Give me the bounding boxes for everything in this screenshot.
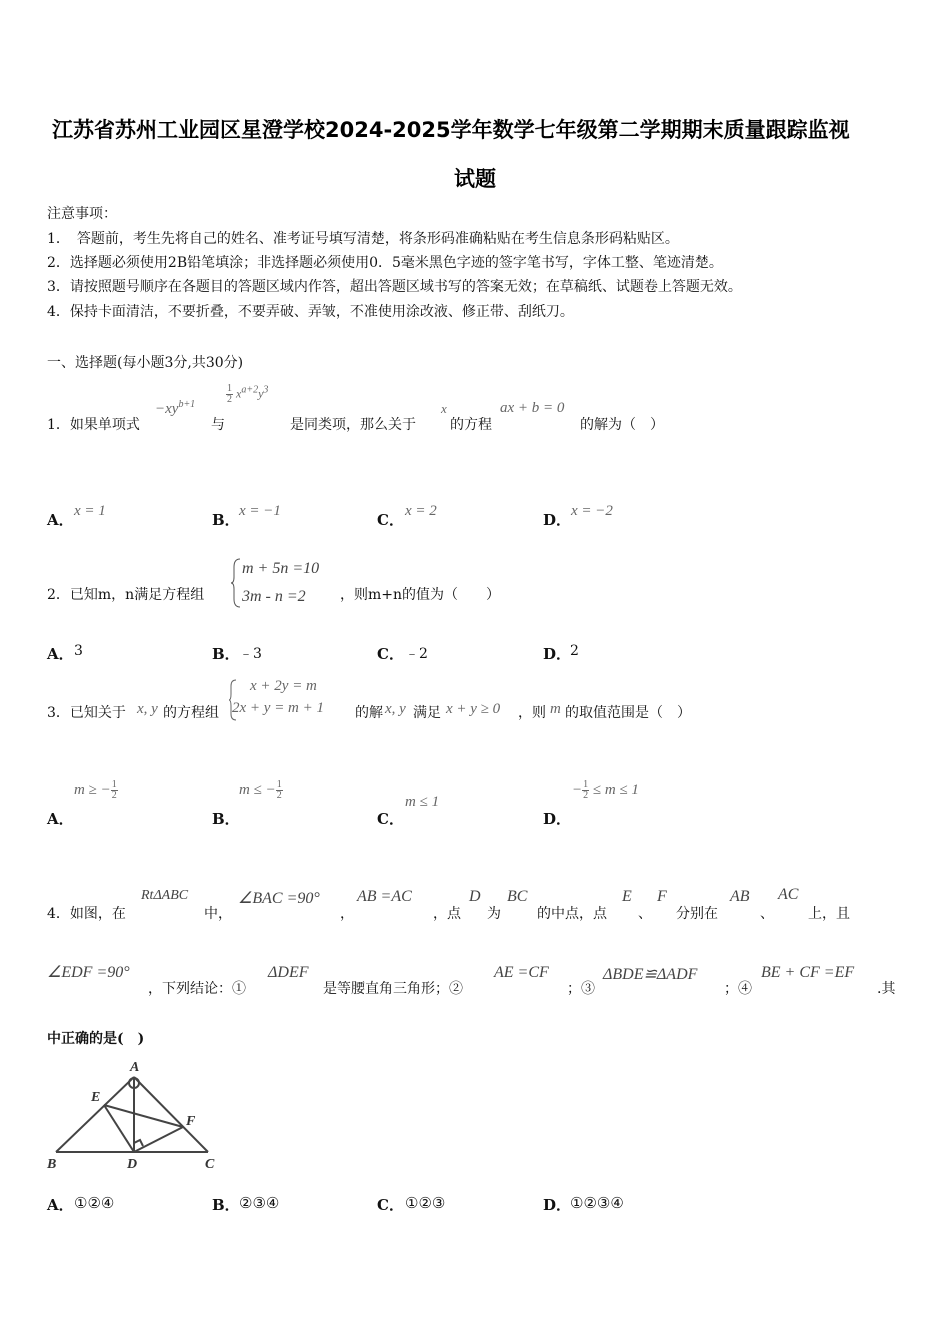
q4-and-text: 上，且	[808, 906, 850, 922]
q3-end: 的取值范围是（ ）	[565, 705, 691, 721]
q4-point-f: F	[657, 888, 667, 905]
q4-conclusions-text: ，下列结论：①	[148, 981, 246, 997]
q1-term1-base: −xy	[155, 401, 179, 417]
q1-opt-d-label[interactable]: D．	[543, 511, 572, 529]
notice-item-2: 2．选择题必须使用2B铅笔填涂；非选择题必须使用0．5毫米黑色字迹的签字笔书写，字体工整、笔迹清楚。	[47, 255, 723, 271]
q4-segment: BC	[507, 888, 528, 905]
q4-in-text: 中，	[204, 906, 232, 922]
q3-frac-den-a: 2	[111, 790, 117, 801]
q2-intro: 2．已知m，n满足方程组	[47, 587, 205, 603]
q1-frac-num: 1	[227, 383, 232, 394]
q3-sys-text: 的方程组	[163, 705, 219, 721]
q4-comma: ，	[340, 906, 354, 922]
q2-opt-c-label[interactable]: C．	[377, 645, 404, 663]
q4-side-ac: AC	[778, 886, 799, 903]
q1-eq-text: 的方程	[450, 417, 492, 433]
fig-label-d: D	[127, 1157, 138, 1172]
q3-intro: 3．已知关于	[47, 705, 126, 721]
q3-opt-a-expr	[74, 780, 118, 801]
q3-opt-c-expr: m ≤ 1	[405, 794, 440, 810]
q3-opt-d-post: ≤ m ≤ 1	[592, 781, 639, 798]
q4-c3: ΔBDE≌ΔADF	[603, 966, 698, 983]
q1-opt-b-label[interactable]: B．	[212, 511, 240, 529]
fig-right-angle-d	[134, 1140, 143, 1146]
q4-sides: AB =AC	[357, 888, 412, 905]
q3-opt-d-expr	[572, 780, 639, 801]
q3-frac-num-b: 1	[276, 779, 282, 790]
q2-opt-b-label[interactable]: B．	[212, 645, 240, 663]
fig-label-e: E	[91, 1090, 101, 1105]
q4-c1-text: 是等腰直角三角形；②	[323, 981, 463, 997]
q4-c2: AE =CF	[494, 964, 549, 981]
q4-c1: ΔDEF	[268, 964, 309, 981]
q3-frac-num-d: 1	[583, 779, 589, 790]
q1-intro: 1．如果单项式	[47, 417, 140, 433]
q4-opt-d-text: ①②③④	[570, 1194, 624, 1212]
q4-angle2: ∠EDF =90°	[47, 964, 130, 981]
q3-eq2: 2x + y = m + 1	[232, 700, 325, 716]
q2-opt-d-label[interactable]: D．	[543, 645, 572, 663]
q2-opt-b-text: ﹣3	[239, 646, 262, 662]
fig-label-f: F	[186, 1114, 196, 1129]
page-title: 江苏省苏州工业园区星澄学校2024-2025学年数学七年级第二学期期末质量跟踪监视	[52, 118, 850, 142]
q4-point-text: ，点	[433, 906, 461, 922]
q3-opt-c-label[interactable]: C．	[377, 810, 404, 828]
q1-term2-fraction	[226, 384, 233, 405]
q4-dun2: 、	[760, 906, 774, 922]
q4-figure	[40, 1055, 230, 1175]
q2-opt-a-text: 3	[74, 643, 83, 659]
q4-c4-text: ；④	[724, 981, 752, 997]
q2-brace	[230, 557, 242, 609]
q3-eq1: x + 2y = m	[250, 678, 317, 694]
notice-item-3: 3．请按照题号顺序在各题目的答题区域内作答，超出答题区域书写的答案无效；在草稿纸、试题卷上答题无效。	[47, 279, 742, 295]
q3-opt-b-frac	[276, 780, 283, 801]
q3-sol-text: 的解	[355, 705, 383, 721]
q1-term2: $\frac{1}{2}$ $x^{a+2}y^3$	[227, 383, 269, 405]
q3-opt-d-pre: −	[572, 781, 583, 798]
q4-triangle: RtΔABC	[141, 888, 189, 903]
q3-frac-den-d: 2	[583, 790, 589, 801]
q1-opt-c-label[interactable]: C．	[377, 511, 404, 529]
q1-term1	[155, 399, 195, 418]
q3-condition: x + y ≥ 0	[446, 701, 501, 717]
q3-opt-a-frac	[111, 780, 118, 801]
q3-frac-den-b: 2	[276, 790, 282, 801]
q1-term2-x-exp: a+2	[241, 384, 259, 396]
section-heading: 一、选择题(每小题3分,共30分)	[47, 355, 244, 371]
q3-opt-d-label[interactable]: D．	[543, 810, 572, 828]
q2-opt-a-label[interactable]: A．	[47, 645, 74, 663]
q1-opt-a-expr: x = 1	[74, 503, 106, 519]
q1-opt-c-expr: x = 2	[405, 503, 437, 519]
q3-vars: x, y	[137, 701, 158, 717]
notice-heading: 注意事项：	[47, 206, 117, 222]
q4-mid-text: 的中点，点	[537, 906, 607, 922]
q2-eq2: 3m - n =2	[242, 588, 306, 605]
fig-line-ab	[56, 1077, 134, 1152]
q3-opt-a-pre: m ≥ −	[74, 781, 111, 798]
notice-item-1: 1． 答题前，考生先将自己的姓名、准考证号填写清楚，将条形码准确粘贴在考生信息条形码粘贴区。	[47, 231, 679, 247]
q4-point-d: D	[469, 888, 481, 905]
q2-eq1: m + 5n =10	[242, 560, 320, 577]
q4-c3-text: ；③	[567, 981, 595, 997]
q1-term1-exp: b+1	[178, 399, 196, 410]
q3-opt-a-label[interactable]: A．	[47, 810, 74, 828]
q3-sat-text: 满足	[413, 705, 441, 721]
fig-label-b: B	[47, 1157, 57, 1172]
fig-line-df	[134, 1127, 183, 1152]
q1-opt-d-expr: x = −2	[571, 503, 613, 519]
q4-c4: BE + CF =EF	[761, 964, 855, 981]
q1-frac-den: 2	[227, 394, 232, 405]
q4-side-ab: AB	[730, 888, 750, 905]
q4-intro: 4．如图，在	[47, 906, 126, 922]
q3-vars2: x, y	[385, 701, 406, 717]
q4-qi: .其	[877, 981, 896, 997]
page-title-continued: 试题	[454, 167, 496, 191]
q4-on-text: 分别在	[676, 906, 718, 922]
notice-item-4: 4．保持卡面清洁，不要折叠，不要弄破、弄皱，不准使用涂改液、修正带、刮纸刀。	[47, 304, 574, 320]
q1-mid: 是同类项，那么关于	[290, 417, 416, 433]
q1-opt-b-expr: x = −1	[239, 503, 281, 519]
q1-end: 的解为（ ）	[580, 417, 664, 433]
q1-equation: ax + b = 0	[500, 400, 565, 416]
q4-opt-b-label[interactable]: B．	[212, 1196, 240, 1214]
q4-dun: 、	[638, 906, 652, 922]
q1-term2-y-exp: 3	[263, 384, 269, 396]
q3-opt-b-pre: m ≤ −	[239, 781, 276, 798]
q4-opt-a-label[interactable]: A．	[47, 1196, 74, 1214]
q1-var-x: x	[441, 401, 447, 416]
q4-opt-a-text: ①②④	[74, 1194, 115, 1212]
q3-opt-b-label[interactable]: B．	[212, 810, 240, 828]
q1-with: 与	[211, 417, 225, 433]
q2-opt-d-text: 2	[570, 643, 579, 659]
q4-opt-b-text: ②③④	[239, 1194, 280, 1212]
q4-point-e: E	[622, 888, 632, 905]
q4-angle: ∠BAC =90°	[238, 890, 320, 907]
q1-opt-a-label[interactable]: A．	[47, 511, 74, 529]
q3-opt-d-frac	[582, 780, 589, 801]
q4-line3: 中正确的是( )	[47, 1031, 145, 1047]
fig-label-c: C	[205, 1157, 215, 1172]
fig-line-ac	[134, 1077, 208, 1152]
q2-opt-c-text: ﹣2	[405, 646, 428, 662]
q3-then-text: ，则	[518, 705, 546, 721]
q3-var-m: m	[550, 701, 561, 717]
q4-opt-c-text: ①②③	[405, 1194, 446, 1212]
q3-opt-b-expr	[239, 780, 283, 801]
q2-end: ，则m+n的值为（ ）	[340, 587, 501, 603]
fig-label-a: A	[130, 1060, 140, 1075]
q4-is-text: 为	[487, 906, 501, 922]
q3-frac-num-a: 1	[111, 779, 117, 790]
q4-opt-d-label[interactable]: D．	[543, 1196, 572, 1214]
q4-opt-c-label[interactable]: C．	[377, 1196, 404, 1214]
